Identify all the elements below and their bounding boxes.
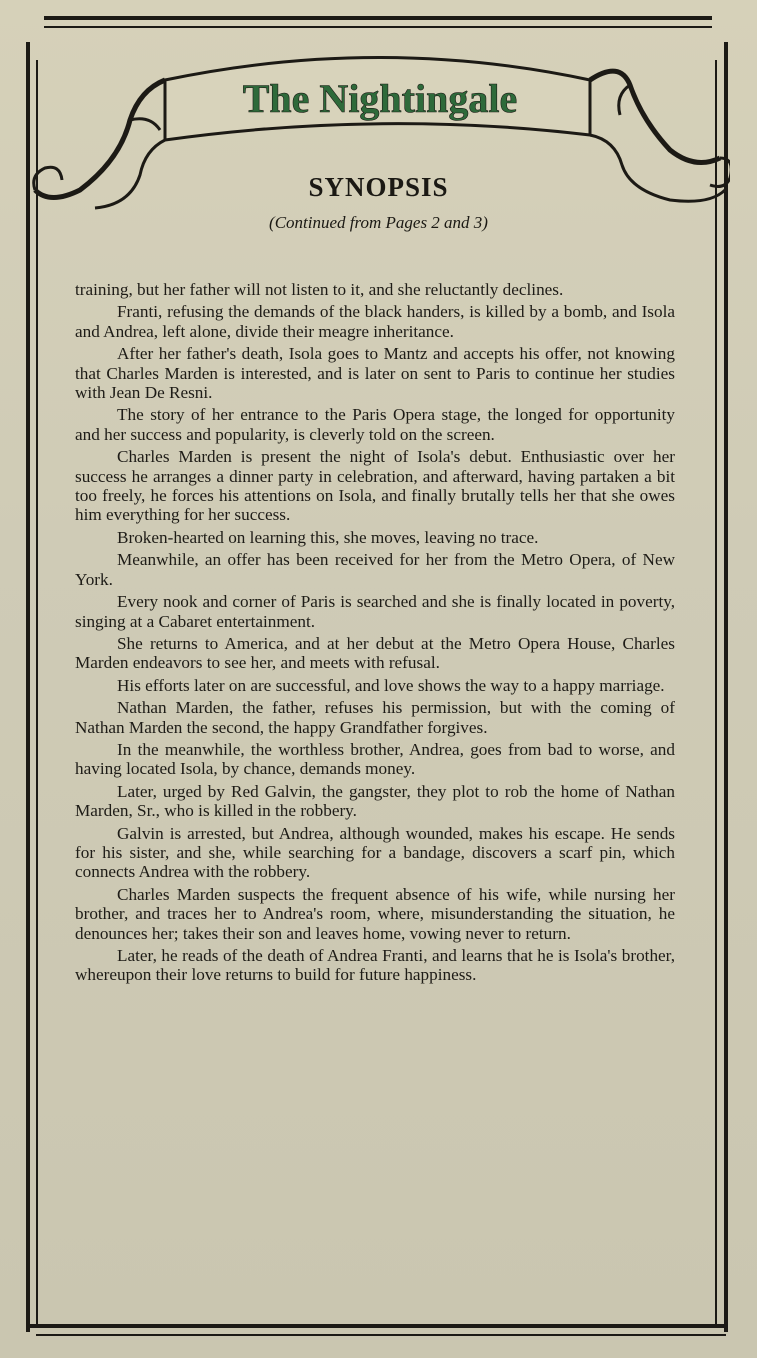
synopsis-paragraph: Charles Marden is present the night of Isola's debut. Enthusiastic over her success he arranges a dinner party in celebration, and afterward, having partaken a bit too freely, he forces his attentions on Isola, and finally brutally tells her that she owes him everything for her success.	[75, 447, 675, 525]
synopsis-paragraph: Nathan Marden, the father, refuses his permission, but with the coming of Nathan Marden the second, the happy Grandfather forgives.	[75, 698, 675, 737]
synopsis-paragraph: training, but her father will not listen to it, and she reluctantly declines.	[75, 280, 564, 299]
synopsis-paragraph: Galvin is arrested, but Andrea, although wounded, makes his escape. He sends for his sister, and she, while searching for a bandage, discovers a scarf pin, which connects Andrea with the robbery.	[75, 823, 675, 882]
synopsis-paragraph: Broken-hearted on learning this, she moves, leaving no trace.	[117, 527, 539, 547]
synopsis-paragraph: The story of her entrance to the Paris Opera stage, the longed for opportunity and her success and popularity, is cleverly told on the screen.	[75, 405, 675, 444]
synopsis-paragraph: Every nook and corner of Paris is searched and she is finally located in poverty, singing at a Cabaret entertainment.	[75, 592, 675, 631]
right-border-rule-inner	[715, 60, 717, 1328]
banner-title-text: The Nightingale	[242, 76, 518, 121]
bottom-border-rule-inner	[36, 1334, 726, 1336]
top-border-rule-inner	[44, 26, 712, 28]
synopsis-paragraph: Later, he reads of the death of Andrea Franti, and learns that he is Isola's brother, whereupon their love returns to build for future happiness.	[75, 946, 675, 985]
synopsis-paragraph: She returns to America, and at her debut at the Metro Opera House, Charles Marden endeavors to see her, and meets with refusal.	[75, 633, 675, 673]
bottom-border-rule	[28, 1324, 728, 1328]
top-border-rule	[44, 16, 712, 20]
synopsis-body	[75, 280, 675, 988]
right-border-rule	[724, 42, 728, 1332]
synopsis-paragraph: After her father's death, Isola goes to Mantz and accepts his offer, not knowing that Charles Marden is interested, and is later on sent to Paris to continue her studies with Jean De Resni.	[75, 344, 675, 403]
synopsis-paragraph: Charles Marden suspects the frequent absence of his wife, while nursing her brother, and traces her to Andrea's room, where, misunderstanding the situation, he denounces her; takes their son and leaves home, vowing never to return.	[75, 884, 675, 943]
synopsis-paragraph: In the meanwhile, the worthless brother, Andrea, goes from bad to worse, and having located Isola, by chance, demands money.	[75, 739, 675, 779]
synopsis-subheading: (Continued from Pages 2 and 3)	[269, 213, 488, 232]
synopsis-paragraph: His efforts later on are successful, and love shows the way to a happy marriage.	[117, 675, 665, 695]
synopsis-paragraph: Meanwhile, an offer has been received for her from the Metro Opera, of New York.	[75, 550, 675, 589]
left-border-rule	[26, 42, 30, 1332]
left-border-rule-inner	[36, 60, 38, 1328]
synopsis-paragraph: Later, urged by Red Galvin, the gangster, they plot to rob the home of Nathan Marden, Sr., who is killed in the robbery.	[75, 781, 675, 821]
synopsis-heading: SYNOPSIS	[308, 172, 449, 202]
synopsis-paragraph: Franti, refusing the demands of the black handers, is killed by a bomb, and Isola and Andrea, left alone, divide their meagre inheritance.	[75, 302, 675, 341]
